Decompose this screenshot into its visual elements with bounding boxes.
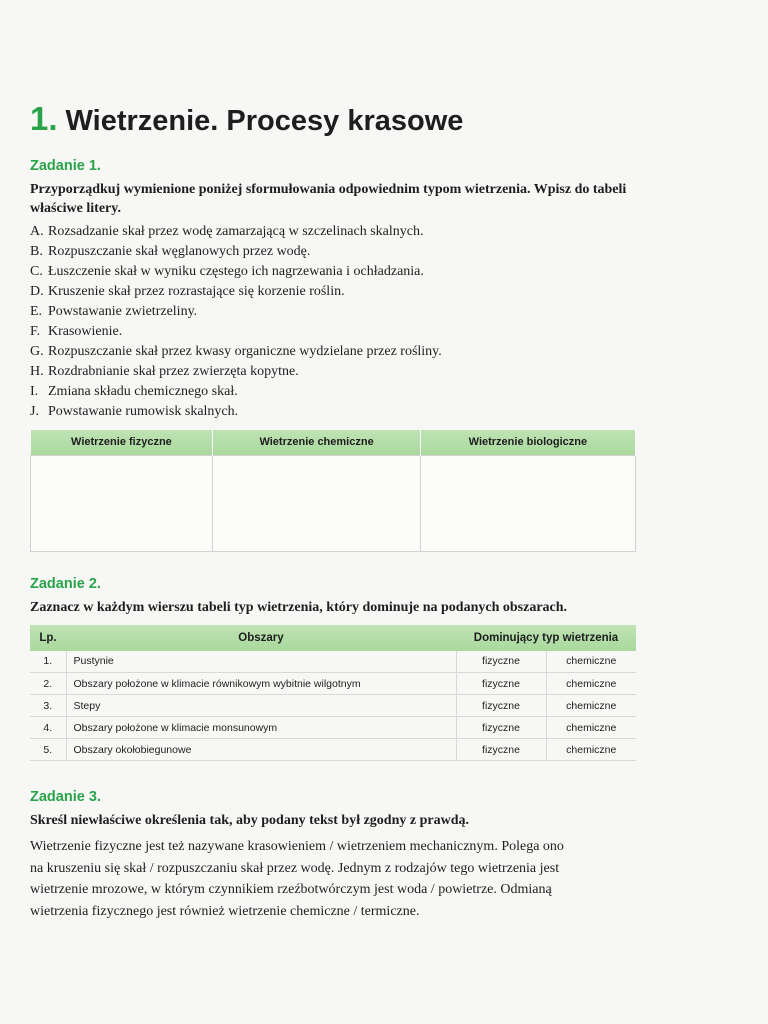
table-row — [30, 717, 636, 739]
task2-instruction: Zaznacz w każdym wierszu tabeli typ wietrzenia, który dominuje na podanych obszarach. — [30, 599, 568, 615]
row-area: Obszary okołobiegunowe — [66, 739, 456, 761]
header-area: Obszary — [66, 625, 456, 651]
table-row — [30, 651, 636, 673]
answer-cell-physical[interactable] — [31, 455, 213, 551]
task3-text[interactable] — [30, 836, 640, 922]
task1-instruction: Przyporządkuj wymienione poniżej sformułowania odpowiednim typom wietrzenia. Wpisz do tabeli właściwe litery. — [30, 182, 627, 216]
option-physical[interactable]: fizyczne — [456, 739, 546, 761]
regions-table — [30, 625, 636, 762]
task3-instruction: Skreśl niewłaściwe określenia tak, aby podany tekst był zgodny z prawdą. — [30, 813, 469, 828]
header-biological: Wietrzenie biologiczne — [420, 430, 635, 455]
row-number: 4. — [30, 717, 66, 739]
option-chemical[interactable]: chemiczne — [546, 739, 636, 761]
row-number: 1. — [30, 651, 66, 673]
row-area: Obszary położone w klimacie monsunowym — [66, 717, 456, 739]
list-item: J. Powstawanie rumowisk skalnych. — [30, 404, 239, 419]
list-item: A. Rozsadzanie skał przez wodę zamarzającą w szczelinach skalnych. — [30, 224, 424, 239]
worksheet-page — [30, 100, 640, 922]
chapter-number: 1. — [30, 100, 58, 137]
row-number: 5. — [30, 739, 66, 761]
task1-heading: Zadanie 1. — [30, 158, 101, 174]
header-physical: Wietrzenie fizyczne — [31, 430, 213, 455]
text-line: na kruszeniu się skał / rozpuszczaniu skał przez wodę. Jednym z rodzajów tego wietrzenia jest — [30, 860, 560, 876]
row-number: 3. — [30, 695, 66, 717]
list-item: E. Powstawanie zwietrzeliny. — [30, 304, 198, 319]
row-area: Obszary położone w klimacie równikowym wybitnie wilgotnym — [66, 673, 456, 695]
table-row — [30, 739, 636, 761]
list-item: I. Zmiana składu chemicznego skał. — [30, 384, 238, 399]
option-physical[interactable]: fizyczne — [456, 673, 546, 695]
header-lp: Lp. — [30, 625, 66, 651]
list-item: D. Kruszenie skał przez rozrastające się korzenie roślin. — [30, 284, 345, 299]
list-item: B. Rozpuszczanie skał węglanowych przez wodę. — [30, 244, 311, 259]
option-chemical[interactable]: chemiczne — [546, 695, 636, 717]
list-item: H. Rozdrabnianie skał przez zwierzęta kopytne. — [30, 364, 299, 379]
text-line: Wietrzenie fizyczne jest też nazywane krasowieniem / wietrzeniem mechanicznym. Polega ono — [30, 839, 564, 854]
option-physical[interactable]: fizyczne — [456, 651, 546, 673]
option-chemical[interactable]: chemiczne — [546, 717, 636, 739]
task3-heading: Zadanie 3. — [30, 789, 101, 805]
header-dominant-type: Dominujący typ wietrzenia — [456, 625, 636, 651]
list-item: F. Krasowienie. — [30, 324, 123, 339]
chapter-title — [30, 100, 640, 144]
answer-cell-biological[interactable] — [420, 455, 635, 551]
row-area: Pustynie — [66, 651, 456, 673]
header-chemical: Wietrzenie chemiczne — [213, 430, 420, 455]
task2-heading: Zadanie 2. — [30, 575, 101, 592]
chapter-title-text: Wietrzenie. Procesy krasowe — [65, 105, 464, 137]
row-number: 2. — [30, 673, 66, 695]
option-chemical[interactable]: chemiczne — [546, 651, 636, 673]
task1-item-list — [30, 222, 640, 422]
option-physical[interactable]: fizyczne — [456, 695, 546, 717]
option-chemical[interactable]: chemiczne — [546, 673, 636, 695]
text-line: wietrzenia fizycznego jest również wietrzenie chemiczne / termiczne. — [30, 903, 420, 919]
weathering-types-table — [30, 430, 636, 552]
list-item: G. Rozpuszczanie skał przez kwasy organiczne wydzielane przez rośliny. — [30, 344, 442, 359]
answer-cell-chemical[interactable] — [213, 455, 420, 551]
option-physical[interactable]: fizyczne — [456, 717, 546, 739]
table-row — [30, 695, 636, 717]
text-line: wietrzenie mrozowe, w którym czynnikiem rzeźbotwórczym jest woda / powietrze. Odmianą — [30, 882, 552, 897]
table-row — [30, 673, 636, 695]
list-item: C. Łuszczenie skał w wyniku częstego ich nagrzewania i ochładzania. — [30, 264, 424, 279]
row-area: Stepy — [66, 695, 456, 717]
